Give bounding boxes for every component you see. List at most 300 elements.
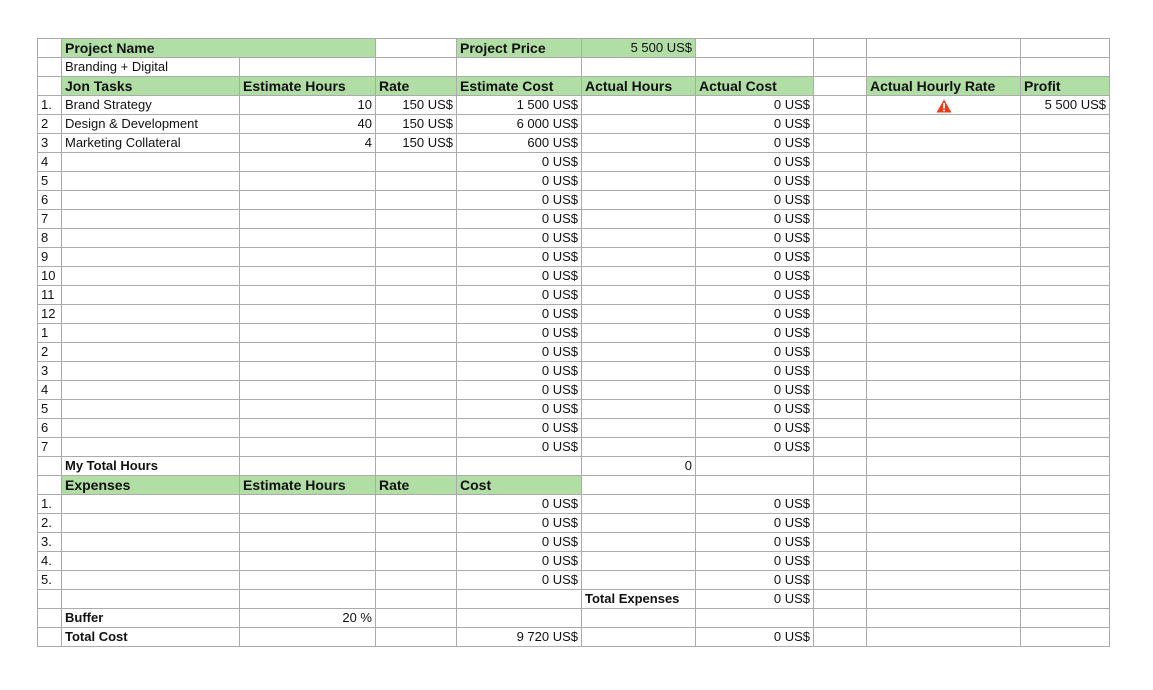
total-cost-label[interactable]: Total Cost — [62, 628, 240, 647]
cell[interactable] — [814, 77, 867, 96]
task-actual-cost[interactable]: 0 US$ — [696, 324, 814, 343]
task-actual-hours[interactable] — [582, 210, 696, 229]
task-estimate-hours[interactable] — [240, 343, 376, 362]
cell[interactable] — [376, 457, 457, 476]
task-actual-hours[interactable] — [582, 267, 696, 286]
task-actual-hours[interactable] — [582, 153, 696, 172]
task-profit[interactable] — [1021, 191, 1110, 210]
task-actual-hourly-rate[interactable] — [867, 362, 1021, 381]
cell[interactable] — [814, 267, 867, 286]
cell[interactable] — [814, 153, 867, 172]
cell[interactable] — [814, 191, 867, 210]
task-profit[interactable] — [1021, 400, 1110, 419]
cell[interactable] — [696, 58, 814, 77]
task-rate[interactable] — [376, 172, 457, 191]
task-actual-hourly-rate[interactable] — [867, 96, 1021, 115]
task-name[interactable] — [62, 153, 240, 172]
cell[interactable] — [457, 590, 582, 609]
cell[interactable] — [240, 590, 376, 609]
task-actual-hourly-rate[interactable] — [867, 305, 1021, 324]
expense-estimate-hours[interactable] — [240, 514, 376, 533]
task-estimate-cost[interactable]: 0 US$ — [457, 381, 582, 400]
task-index[interactable]: 7 — [38, 438, 62, 457]
task-actual-hourly-rate[interactable] — [867, 324, 1021, 343]
expense-rate[interactable] — [376, 571, 457, 590]
task-index[interactable]: 4 — [38, 381, 62, 400]
task-estimate-cost[interactable]: 0 US$ — [457, 419, 582, 438]
cell[interactable] — [814, 172, 867, 191]
task-rate[interactable] — [376, 210, 457, 229]
task-rate[interactable] — [376, 305, 457, 324]
task-estimate-cost[interactable]: 1 500 US$ — [457, 96, 582, 115]
cell[interactable] — [867, 609, 1021, 628]
task-estimate-cost[interactable]: 0 US$ — [457, 286, 582, 305]
task-actual-cost[interactable]: 0 US$ — [696, 96, 814, 115]
total-expenses-label[interactable]: Total Expenses — [582, 590, 696, 609]
task-profit[interactable] — [1021, 153, 1110, 172]
cell[interactable] — [376, 609, 457, 628]
expenses-col-rate[interactable]: Rate — [376, 476, 457, 495]
expense-name[interactable] — [62, 514, 240, 533]
task-index[interactable]: 2 — [38, 343, 62, 362]
task-actual-hours[interactable] — [582, 134, 696, 153]
task-estimate-hours[interactable] — [240, 229, 376, 248]
cell[interactable] — [867, 476, 1021, 495]
task-actual-hourly-rate[interactable] — [867, 400, 1021, 419]
task-actual-cost[interactable]: 0 US$ — [696, 191, 814, 210]
cell[interactable] — [814, 609, 867, 628]
cell[interactable] — [38, 39, 62, 58]
task-actual-hourly-rate[interactable] — [867, 419, 1021, 438]
expense-name[interactable] — [62, 495, 240, 514]
task-estimate-cost[interactable]: 0 US$ — [457, 362, 582, 381]
task-rate[interactable] — [376, 343, 457, 362]
cell[interactable] — [814, 552, 867, 571]
cell[interactable] — [38, 476, 62, 495]
task-name[interactable] — [62, 286, 240, 305]
task-name[interactable] — [62, 324, 240, 343]
task-actual-cost[interactable]: 0 US$ — [696, 115, 814, 134]
task-rate[interactable] — [376, 229, 457, 248]
task-profit[interactable] — [1021, 134, 1110, 153]
expense-name[interactable] — [62, 571, 240, 590]
expenses-header[interactable]: Expenses — [62, 476, 240, 495]
task-actual-hourly-rate[interactable] — [867, 286, 1021, 305]
task-estimate-hours[interactable] — [240, 286, 376, 305]
task-estimate-hours[interactable] — [240, 172, 376, 191]
task-index[interactable]: 4 — [38, 153, 62, 172]
cell[interactable] — [582, 571, 696, 590]
col-header-profit[interactable]: Profit — [1021, 77, 1110, 96]
task-name[interactable] — [62, 343, 240, 362]
task-actual-cost[interactable]: 0 US$ — [696, 172, 814, 191]
task-estimate-hours[interactable] — [240, 419, 376, 438]
task-rate[interactable] — [376, 191, 457, 210]
task-estimate-hours[interactable]: 40 — [240, 115, 376, 134]
task-actual-cost[interactable]: 0 US$ — [696, 438, 814, 457]
task-estimate-cost[interactable]: 600 US$ — [457, 134, 582, 153]
expense-index[interactable]: 5. — [38, 571, 62, 590]
task-rate[interactable]: 150 US$ — [376, 115, 457, 134]
col-header-estimate-cost[interactable]: Estimate Cost — [457, 77, 582, 96]
task-rate[interactable]: 150 US$ — [376, 96, 457, 115]
cell[interactable] — [814, 134, 867, 153]
cell[interactable] — [38, 628, 62, 647]
col-header-actual-hours[interactable]: Actual Hours — [582, 77, 696, 96]
warning-icon[interactable] — [936, 99, 952, 113]
task-profit[interactable] — [1021, 419, 1110, 438]
expense-cost[interactable]: 0 US$ — [457, 552, 582, 571]
task-index[interactable]: 10 — [38, 267, 62, 286]
task-index[interactable]: 3 — [38, 134, 62, 153]
task-rate[interactable] — [376, 286, 457, 305]
cell[interactable] — [1021, 590, 1110, 609]
expense-actual-cost[interactable]: 0 US$ — [696, 552, 814, 571]
cell[interactable] — [814, 381, 867, 400]
expense-cost[interactable]: 0 US$ — [457, 533, 582, 552]
col-header-estimate-hours[interactable]: Estimate Hours — [240, 77, 376, 96]
task-estimate-hours[interactable] — [240, 248, 376, 267]
task-actual-hourly-rate[interactable] — [867, 267, 1021, 286]
task-actual-cost[interactable]: 0 US$ — [696, 362, 814, 381]
task-actual-hourly-rate[interactable] — [867, 210, 1021, 229]
expense-rate[interactable] — [376, 495, 457, 514]
task-actual-cost[interactable]: 0 US$ — [696, 134, 814, 153]
task-estimate-cost[interactable]: 0 US$ — [457, 153, 582, 172]
task-rate[interactable] — [376, 153, 457, 172]
cell[interactable] — [1021, 552, 1110, 571]
cell[interactable] — [867, 495, 1021, 514]
expense-rate[interactable] — [376, 514, 457, 533]
expense-estimate-hours[interactable] — [240, 533, 376, 552]
cell[interactable] — [814, 248, 867, 267]
cell[interactable] — [582, 609, 696, 628]
task-index[interactable]: 6 — [38, 419, 62, 438]
col-header-rate[interactable]: Rate — [376, 77, 457, 96]
task-index[interactable]: 11 — [38, 286, 62, 305]
task-estimate-hours[interactable] — [240, 153, 376, 172]
project-name-label[interactable]: Project Name — [62, 39, 376, 58]
task-index[interactable]: 2 — [38, 115, 62, 134]
cell[interactable] — [814, 324, 867, 343]
task-profit[interactable] — [1021, 210, 1110, 229]
col-header-actual-hourly-rate[interactable]: Actual Hourly Rate — [867, 77, 1021, 96]
col-header-actual-cost[interactable]: Actual Cost — [696, 77, 814, 96]
task-actual-hours[interactable] — [582, 438, 696, 457]
task-rate[interactable] — [376, 381, 457, 400]
task-rate[interactable] — [376, 419, 457, 438]
cell[interactable] — [696, 39, 814, 58]
task-actual-hourly-rate[interactable] — [867, 229, 1021, 248]
task-name[interactable]: Marketing Collateral — [62, 134, 240, 153]
expense-estimate-hours[interactable] — [240, 495, 376, 514]
cell[interactable] — [582, 628, 696, 647]
cell[interactable] — [814, 286, 867, 305]
task-profit[interactable] — [1021, 267, 1110, 286]
task-actual-hourly-rate[interactable] — [867, 134, 1021, 153]
task-estimate-cost[interactable]: 0 US$ — [457, 191, 582, 210]
task-estimate-hours[interactable] — [240, 210, 376, 229]
task-estimate-hours[interactable] — [240, 438, 376, 457]
cell[interactable] — [814, 115, 867, 134]
cell[interactable] — [867, 533, 1021, 552]
expense-index[interactable]: 1. — [38, 495, 62, 514]
task-actual-hours[interactable] — [582, 419, 696, 438]
task-profit[interactable]: 5 500 US$ — [1021, 96, 1110, 115]
cell[interactable] — [1021, 571, 1110, 590]
expense-cost[interactable]: 0 US$ — [457, 514, 582, 533]
expense-rate[interactable] — [376, 533, 457, 552]
cell[interactable] — [1021, 495, 1110, 514]
cell[interactable] — [814, 58, 867, 77]
project-price-value[interactable]: 5 500 US$ — [582, 39, 696, 58]
task-name[interactable] — [62, 267, 240, 286]
expense-name[interactable] — [62, 552, 240, 571]
task-profit[interactable] — [1021, 362, 1110, 381]
cell[interactable] — [814, 438, 867, 457]
cell[interactable] — [38, 609, 62, 628]
task-actual-hours[interactable] — [582, 305, 696, 324]
expense-estimate-hours[interactable] — [240, 552, 376, 571]
task-index[interactable]: 1 — [38, 324, 62, 343]
task-name[interactable] — [62, 362, 240, 381]
total-expenses-value[interactable]: 0 US$ — [696, 590, 814, 609]
cell[interactable] — [814, 39, 867, 58]
task-estimate-cost[interactable]: 0 US$ — [457, 343, 582, 362]
expense-actual-cost[interactable]: 0 US$ — [696, 514, 814, 533]
task-profit[interactable] — [1021, 286, 1110, 305]
cell[interactable] — [1021, 533, 1110, 552]
cell[interactable] — [1021, 628, 1110, 647]
task-estimate-cost[interactable]: 0 US$ — [457, 210, 582, 229]
task-profit[interactable] — [1021, 248, 1110, 267]
task-rate[interactable] — [376, 267, 457, 286]
task-profit[interactable] — [1021, 229, 1110, 248]
cell[interactable] — [867, 571, 1021, 590]
task-name[interactable] — [62, 191, 240, 210]
cell[interactable] — [376, 39, 457, 58]
cell[interactable] — [696, 609, 814, 628]
task-actual-cost[interactable]: 0 US$ — [696, 153, 814, 172]
task-actual-hours[interactable] — [582, 324, 696, 343]
task-name[interactable] — [62, 305, 240, 324]
task-rate[interactable]: 150 US$ — [376, 134, 457, 153]
task-rate[interactable] — [376, 400, 457, 419]
cell[interactable] — [867, 514, 1021, 533]
cell[interactable] — [240, 628, 376, 647]
task-actual-cost[interactable]: 0 US$ — [696, 286, 814, 305]
buffer-label[interactable]: Buffer — [62, 609, 240, 628]
task-estimate-hours[interactable] — [240, 362, 376, 381]
cell[interactable] — [814, 514, 867, 533]
task-index[interactable]: 3 — [38, 362, 62, 381]
cell[interactable] — [867, 628, 1021, 647]
cell[interactable] — [814, 210, 867, 229]
cell[interactable] — [867, 552, 1021, 571]
project-price-label[interactable]: Project Price — [457, 39, 582, 58]
task-estimate-hours[interactable] — [240, 267, 376, 286]
cell[interactable] — [582, 495, 696, 514]
task-index[interactable]: 8 — [38, 229, 62, 248]
task-actual-hours[interactable] — [582, 191, 696, 210]
cell[interactable] — [582, 552, 696, 571]
task-actual-hourly-rate[interactable] — [867, 343, 1021, 362]
expense-index[interactable]: 2. — [38, 514, 62, 533]
cell[interactable] — [240, 457, 376, 476]
task-name[interactable]: Design & Development — [62, 115, 240, 134]
task-estimate-cost[interactable]: 0 US$ — [457, 229, 582, 248]
cell[interactable] — [376, 628, 457, 647]
expense-actual-cost[interactable]: 0 US$ — [696, 495, 814, 514]
task-actual-cost[interactable]: 0 US$ — [696, 248, 814, 267]
project-name-value[interactable]: Branding + Digital — [62, 58, 240, 77]
task-actual-hours[interactable] — [582, 362, 696, 381]
task-profit[interactable] — [1021, 115, 1110, 134]
task-actual-cost[interactable]: 0 US$ — [696, 305, 814, 324]
task-actual-hours[interactable] — [582, 286, 696, 305]
task-estimate-cost[interactable]: 0 US$ — [457, 400, 582, 419]
cell[interactable] — [814, 419, 867, 438]
task-actual-hourly-rate[interactable] — [867, 191, 1021, 210]
task-profit[interactable] — [1021, 172, 1110, 191]
task-estimate-cost[interactable]: 0 US$ — [457, 172, 582, 191]
task-actual-hours[interactable] — [582, 381, 696, 400]
task-estimate-hours[interactable] — [240, 381, 376, 400]
task-estimate-cost[interactable]: 0 US$ — [457, 248, 582, 267]
task-actual-hours[interactable] — [582, 96, 696, 115]
cell[interactable] — [814, 343, 867, 362]
task-profit[interactable] — [1021, 305, 1110, 324]
cell[interactable] — [38, 590, 62, 609]
buffer-value[interactable]: 20 % — [240, 609, 376, 628]
task-rate[interactable] — [376, 362, 457, 381]
cell[interactable] — [457, 609, 582, 628]
expense-actual-cost[interactable]: 0 US$ — [696, 533, 814, 552]
expenses-col-cost[interactable]: Cost — [457, 476, 582, 495]
task-profit[interactable] — [1021, 324, 1110, 343]
cell[interactable] — [457, 58, 582, 77]
task-index[interactable]: 5 — [38, 400, 62, 419]
cell[interactable] — [814, 362, 867, 381]
task-estimate-hours[interactable]: 10 — [240, 96, 376, 115]
task-name[interactable]: Brand Strategy — [62, 96, 240, 115]
cell[interactable] — [867, 39, 1021, 58]
cell[interactable] — [696, 457, 814, 476]
task-name[interactable] — [62, 172, 240, 191]
task-actual-cost[interactable]: 0 US$ — [696, 381, 814, 400]
task-actual-hours[interactable] — [582, 115, 696, 134]
my-total-hours-value[interactable]: 0 — [582, 457, 696, 476]
task-name[interactable] — [62, 400, 240, 419]
task-actual-cost[interactable]: 0 US$ — [696, 229, 814, 248]
expenses-col-estimate-hours[interactable]: Estimate Hours — [240, 476, 376, 495]
task-actual-hourly-rate[interactable] — [867, 438, 1021, 457]
task-name[interactable] — [62, 248, 240, 267]
cell[interactable] — [62, 590, 240, 609]
cell[interactable] — [814, 96, 867, 115]
cell[interactable] — [696, 476, 814, 495]
task-index[interactable]: 1. — [38, 96, 62, 115]
my-total-hours-label[interactable]: My Total Hours — [62, 457, 240, 476]
cell[interactable] — [457, 457, 582, 476]
cell[interactable] — [814, 229, 867, 248]
task-rate[interactable] — [376, 248, 457, 267]
total-cost-actual[interactable]: 0 US$ — [696, 628, 814, 647]
task-index[interactable]: 7 — [38, 210, 62, 229]
expense-cost[interactable]: 0 US$ — [457, 571, 582, 590]
task-estimate-hours[interactable]: 4 — [240, 134, 376, 153]
task-estimate-cost[interactable]: 6 000 US$ — [457, 115, 582, 134]
task-actual-hourly-rate[interactable] — [867, 115, 1021, 134]
cell[interactable] — [814, 628, 867, 647]
cell[interactable] — [867, 457, 1021, 476]
task-actual-hours[interactable] — [582, 229, 696, 248]
task-actual-cost[interactable]: 0 US$ — [696, 343, 814, 362]
cell[interactable] — [814, 457, 867, 476]
task-estimate-hours[interactable] — [240, 191, 376, 210]
task-estimate-cost[interactable]: 0 US$ — [457, 324, 582, 343]
expense-actual-cost[interactable]: 0 US$ — [696, 571, 814, 590]
task-rate[interactable] — [376, 324, 457, 343]
cell[interactable] — [867, 590, 1021, 609]
total-cost-estimate[interactable]: 9 720 US$ — [457, 628, 582, 647]
col-header-tasks[interactable]: Jon Tasks — [62, 77, 240, 96]
cell[interactable] — [38, 457, 62, 476]
task-actual-hours[interactable] — [582, 172, 696, 191]
cell[interactable] — [582, 533, 696, 552]
cell[interactable] — [582, 514, 696, 533]
task-index[interactable]: 9 — [38, 248, 62, 267]
task-index[interactable]: 12 — [38, 305, 62, 324]
task-rate[interactable] — [376, 438, 457, 457]
expense-estimate-hours[interactable] — [240, 571, 376, 590]
cell[interactable] — [1021, 609, 1110, 628]
expense-index[interactable]: 4. — [38, 552, 62, 571]
task-actual-cost[interactable]: 0 US$ — [696, 210, 814, 229]
task-estimate-cost[interactable]: 0 US$ — [457, 267, 582, 286]
cell[interactable] — [376, 58, 457, 77]
cell[interactable] — [1021, 39, 1110, 58]
cell[interactable] — [814, 590, 867, 609]
task-index[interactable]: 5 — [38, 172, 62, 191]
task-estimate-cost[interactable]: 0 US$ — [457, 438, 582, 457]
cell[interactable] — [814, 305, 867, 324]
task-actual-cost[interactable]: 0 US$ — [696, 419, 814, 438]
task-index[interactable]: 6 — [38, 191, 62, 210]
task-estimate-hours[interactable] — [240, 400, 376, 419]
task-actual-hours[interactable] — [582, 343, 696, 362]
cell[interactable] — [867, 58, 1021, 77]
task-actual-cost[interactable]: 0 US$ — [696, 400, 814, 419]
cell[interactable] — [1021, 476, 1110, 495]
task-actual-hourly-rate[interactable] — [867, 381, 1021, 400]
cell[interactable] — [240, 58, 376, 77]
task-actual-hourly-rate[interactable] — [867, 172, 1021, 191]
task-name[interactable] — [62, 419, 240, 438]
cell[interactable] — [38, 77, 62, 96]
task-actual-hours[interactable] — [582, 248, 696, 267]
task-actual-hours[interactable] — [582, 400, 696, 419]
cell[interactable] — [814, 571, 867, 590]
cell[interactable] — [376, 590, 457, 609]
task-estimate-cost[interactable]: 0 US$ — [457, 305, 582, 324]
cell[interactable] — [582, 58, 696, 77]
expense-index[interactable]: 3. — [38, 533, 62, 552]
task-name[interactable] — [62, 210, 240, 229]
cell[interactable] — [1021, 514, 1110, 533]
task-name[interactable] — [62, 229, 240, 248]
task-profit[interactable] — [1021, 343, 1110, 362]
